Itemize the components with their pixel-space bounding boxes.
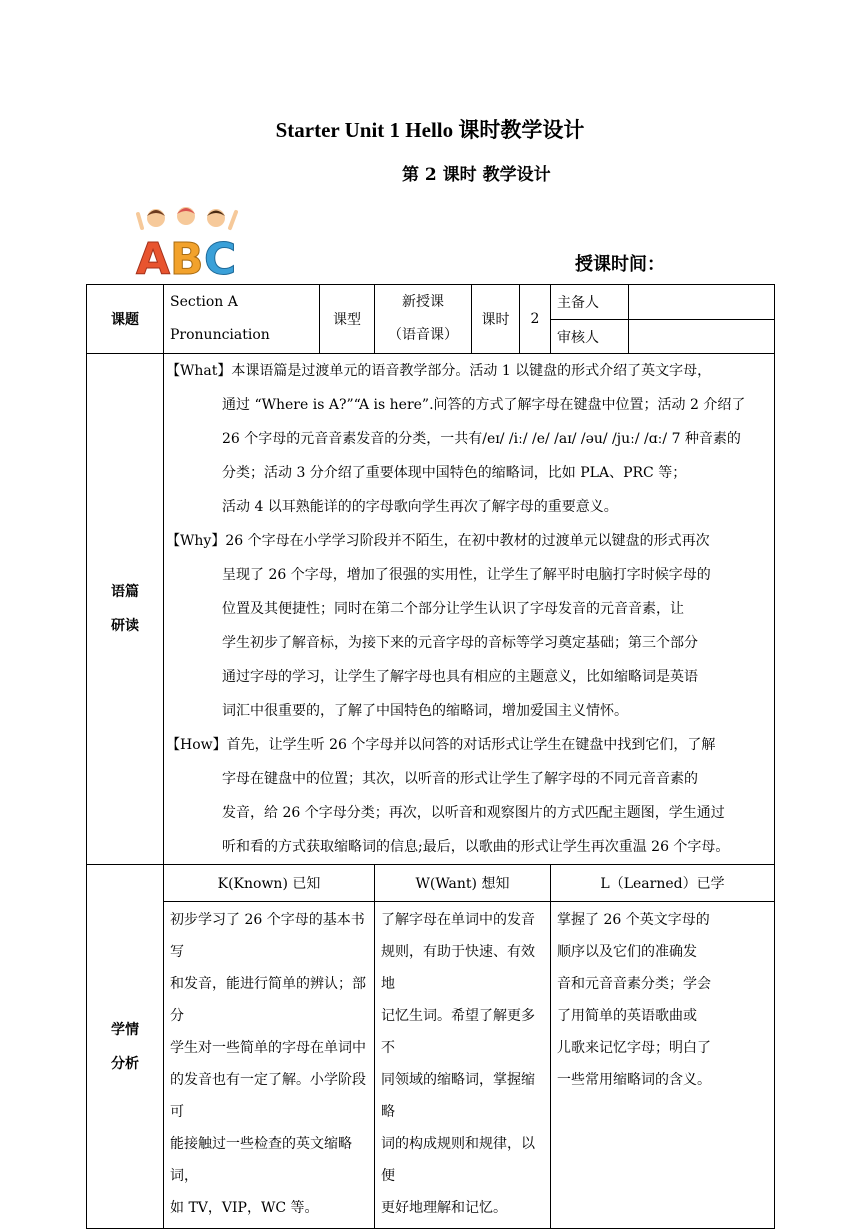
how-line: 听和看的方式获取缩略词的信息;最后，以歌曲的形式让学生再次重温 26 个字母。 (222, 839, 730, 855)
topic-value (164, 285, 320, 354)
reviewer-label: 审核人 (551, 320, 629, 354)
what-line: 【What】本课语篇是过渡单元的语音教学部分。活动 1 以键盘的形式介绍了英文字母， (166, 363, 712, 379)
want-line: 了解字母在单词中的发音 (381, 912, 535, 928)
why-line: 学生初步了解音标，为接下来的元音字母的音标等学习奠定基础；第三个部分 (222, 635, 698, 651)
lesson-type-label: 课型 (320, 285, 375, 354)
known-line: 能接触过一些检查的英文缩略词， (170, 1136, 352, 1184)
why-line: 词汇中很重要的，了解了中国特色的缩略词，增加爱国主义情怀。 (222, 703, 628, 719)
want-line: 记忆生词。希望了解更多不 (381, 1008, 535, 1056)
teaching-time-label: 授课时间： (575, 254, 665, 275)
svg-text:B: B (170, 234, 204, 278)
learned-line: 儿歌来记忆字母；明白了 (557, 1040, 711, 1056)
student-analysis-label-line2: 分析 (111, 1055, 139, 1072)
why-line: 位置及其便捷性；同时在第二个部分让学生认识了字母发音的元音音素，让 (222, 601, 684, 617)
why-line: 通过字母的学习，让学生了解字母也具有相应的主题意义，比如缩略词是英语 (222, 669, 698, 685)
want-content (375, 902, 551, 1229)
what-line: 通过 “Where is A?”“A is here”.问答的方式了解字母在键盘中位置；活动 2 介绍了 (222, 397, 746, 413)
why-line: 【Why】26 个字母在小学学习阶段并不陌生，在初中教材的过渡单元以键盘的形式再次 (166, 533, 710, 549)
reviewer-value (629, 320, 775, 354)
student-analysis-label (87, 865, 164, 1229)
known-line: 如 TV，VIP，WC 等。 (170, 1200, 319, 1216)
period-label: 课时 (472, 285, 520, 354)
abc-kids-logo-icon (134, 204, 244, 278)
known-line: 的发音也有一定了解。小学阶段可 (170, 1072, 366, 1120)
how-line: 发音，给 26 个字母分类；再次，以听音和观察图片的方式匹配主题图，学生通过 (222, 805, 725, 821)
want-line: 规则，有助于快速、有效地 (381, 944, 535, 992)
what-line: 26 个字母的元音音素发音的分类，一共有/eɪ/ /iː/ /e/ /aɪ/ /əu/ /juː/ /ɑː/ 7 种音素的 (222, 431, 741, 447)
topic-value-line1: Section A (170, 294, 238, 310)
lesson-type-line1: 新授课 (402, 294, 444, 310)
learned-header: L（Learned）已学 (551, 865, 775, 902)
what-line: 分类；活动 3 分介绍了重要体现中国特色的缩略词，比如 PLA、PRC 等； (222, 465, 687, 481)
known-line: 初步学习了 26 个字母的基本书写 (170, 912, 365, 960)
why-line: 呈现了 26 个字母，增加了很强的实用性，让学生了解平时电脑打字时候字母的 (222, 567, 711, 583)
how-line: 字母在键盘中的位置；其次，以听音的形式让学生了解字母的不同元音音素的 (222, 771, 698, 787)
lesson-subtitle: 第 2 课时 教学设计 (402, 165, 551, 185)
text-study-label-line1: 语篇 (111, 584, 139, 600)
document-title: Starter Unit 1 Hello 课时教学设计 (275, 118, 585, 142)
preparer-value (629, 285, 775, 320)
known-line: 学生对一些简单的字母在单词中 (170, 1040, 366, 1056)
text-study-content (164, 354, 775, 865)
learned-line: 掌握了 26 个英文字母的 (557, 912, 710, 928)
student-analysis-label-line1: 学情 (111, 1021, 139, 1038)
want-header: W(Want) 想知 (375, 865, 551, 902)
learned-line: 顺序以及它们的准确发 (557, 944, 697, 960)
known-header: K(Known) 已知 (164, 865, 375, 902)
svg-text:C: C (204, 234, 237, 278)
text-study-label-line2: 研读 (111, 618, 139, 634)
period-value: 2 (520, 285, 551, 354)
how-line: 【How】首先，让学生听 26 个字母并以问答的对话形式让学生在键盘中找到它们，了解 (166, 737, 716, 753)
svg-text:A: A (136, 234, 171, 278)
topic-value-line2: Pronunciation (170, 327, 270, 343)
lesson-plan-table (86, 284, 775, 1229)
what-line: 活动 4 以耳熟能详的的字母歌向学生再次了解字母的重要意义。 (222, 499, 618, 515)
topic-label: 课题 (87, 285, 164, 354)
preparer-label: 主备人 (551, 285, 629, 320)
learned-content (551, 902, 775, 1229)
learned-line: 音和元音音素分类；学会 (557, 976, 711, 992)
learned-line: 一些常用缩略词的含义。 (557, 1072, 711, 1088)
learned-line: 了用简单的英语歌曲或 (557, 1008, 697, 1024)
text-study-label (87, 354, 164, 865)
want-line: 同领域的缩略词，掌握缩略 (381, 1072, 535, 1120)
known-content (164, 902, 375, 1229)
known-line: 和发音，能进行简单的辨认；部分 (170, 976, 366, 1024)
want-line: 词的构成规则和规律，以便 (381, 1136, 535, 1184)
lesson-type-value (375, 285, 472, 354)
lesson-type-line2: （语音课） (388, 327, 458, 343)
want-line: 更好地理解和记忆。 (381, 1200, 507, 1216)
